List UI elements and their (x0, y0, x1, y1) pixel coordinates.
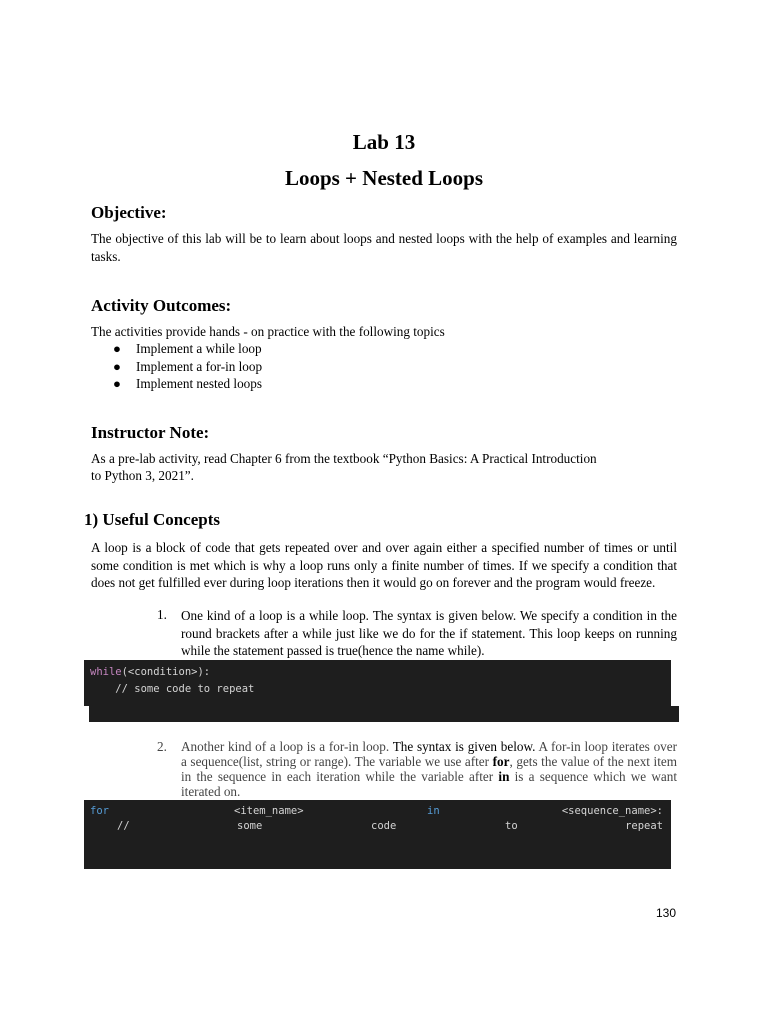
activity-outcomes-intro: The activities provide hands - on practice with the following topics (91, 324, 445, 339)
for-code-comment: // (117, 820, 130, 832)
for-code-item-name: <item_name> (234, 805, 304, 817)
instructor-note-line1: As a pre-lab activity, read Chapter 6 from the textbook “Python Basics: A Practical Introduction (91, 451, 597, 466)
lab-number-title: Lab 13 (352, 130, 416, 154)
list-item (91, 358, 491, 376)
objective-heading: Objective: (91, 203, 167, 222)
bullet-icon: ● (113, 341, 121, 356)
page-number: 130 (656, 906, 677, 920)
for-in-text-d: , gets the value of the next item in the sequence in each iteration while the variable after (181, 754, 677, 784)
while-code-block-footer (89, 706, 679, 722)
instructor-note-heading: Instructor Note: (91, 423, 210, 442)
list-item-label: Implement nested loops (136, 376, 262, 391)
list-item-label: Implement a while loop (136, 341, 262, 356)
while-condition: (<condition>): (121, 666, 211, 678)
while-code-block (84, 660, 671, 706)
for-code-word-code: code (371, 820, 397, 832)
instructor-note-line2: to Python 3, 2021”. (91, 468, 194, 483)
lab-topic-title: Loops + Nested Loops (284, 166, 484, 190)
item-number-2: 2. (157, 739, 167, 754)
in-keyword-bold: in (498, 769, 510, 784)
for-in-text-b: The syntax is given below. (392, 739, 536, 754)
while-code-line1 (90, 666, 210, 678)
activity-outcomes-heading: Activity Outcomes: (91, 296, 232, 315)
while-loop-description: One kind of a loop is a while loop. The syntax is given below. We specify a condition in the round brackets after a while just like we do for the if statement. This loop keeps on running while the statement passed is true(hence the name while). (181, 608, 677, 658)
for-code-keyword: for (90, 805, 109, 817)
useful-concepts-paragraph: A loop is a block of code that gets repeated over and over again either a specified number of times or until some condition is met which is why a loop runs only a finite number of times. If we specify a condition that does not get fulfilled ever during loop iterations then it would go on forever and the program would freeze. (91, 540, 677, 590)
for-code-word-some: some (237, 820, 263, 832)
list-item (91, 340, 491, 358)
for-in-text-a: Another kind of a loop is a for-in loop. (181, 739, 393, 754)
for-keyword-bold: for (492, 754, 510, 769)
useful-concepts-heading: 1) Useful Concepts (84, 510, 220, 529)
list-item (91, 375, 491, 393)
for-code-block (84, 800, 671, 869)
for-code-word-repeat: repeat (625, 820, 663, 832)
for-in-text-c: A for-in loop iterates over a sequence(list, string or range). The variable we use after (181, 739, 677, 769)
while-keyword: while (90, 666, 122, 678)
for-in-text-e: is a sequence which we want iterated on. (181, 769, 678, 799)
list-item-label: Implement a for-in loop (136, 358, 263, 374)
item-number-1: 1. (157, 607, 167, 622)
for-code-word-to: to (505, 820, 518, 832)
for-in-loop-description (181, 739, 677, 799)
objective-text: The objective of this lab will be to learn about loops and nested loops with the help of examples and learning tasks. (91, 231, 677, 264)
for-code-sequence-name: <sequence_name>: (561, 805, 663, 817)
bullet-icon: ● (113, 376, 121, 391)
activity-outcomes-list (91, 340, 491, 393)
for-code-in-keyword: in (427, 805, 440, 817)
bullet-icon: ● (113, 358, 121, 374)
while-code-line2: // some code to repeat (90, 683, 255, 695)
